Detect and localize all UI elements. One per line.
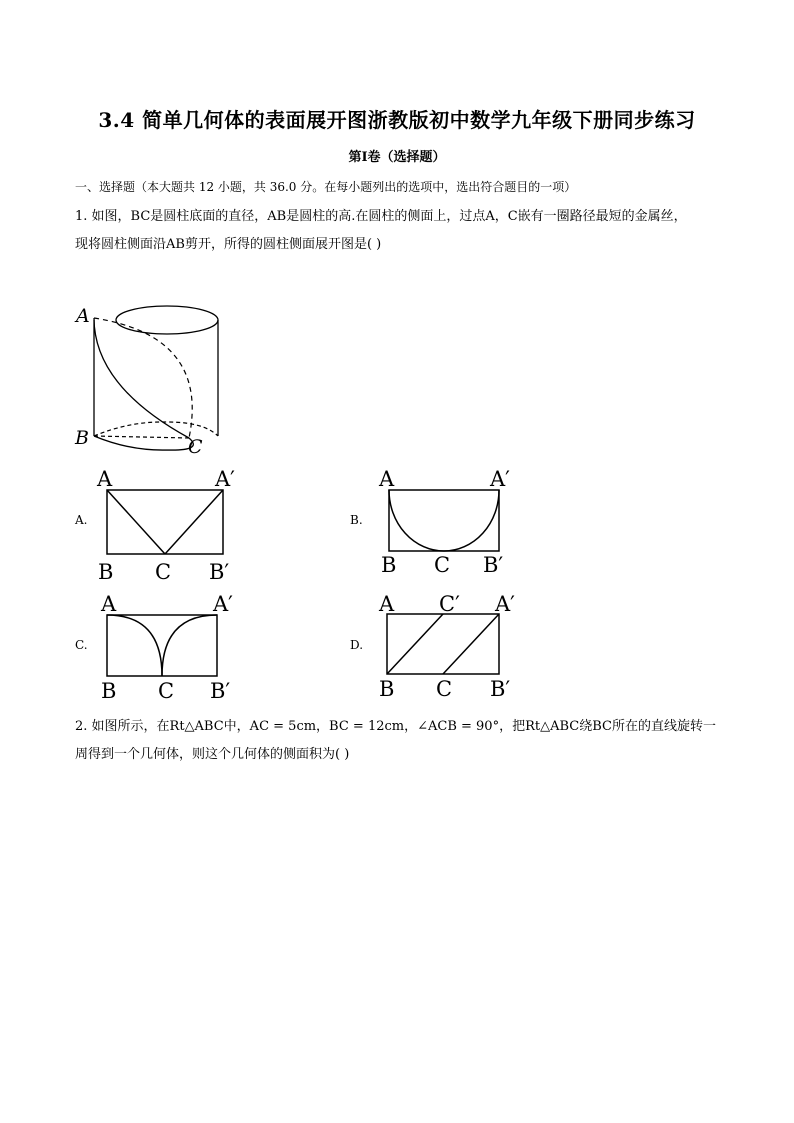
question-1-line-1: 1. 如图，BC是圆柱底面的直径，AB是圆柱的高.在圆柱的侧面上，过点A，C嵌有一圈路径最短的金属丝， [75, 209, 687, 224]
wire-front-path [94, 318, 189, 438]
question-1-line-2: 现将圆柱侧面沿AB剪开，所得的圆柱侧面展开图是( ) [75, 237, 382, 252]
option-c-top-left: A [101, 592, 117, 616]
question-2-line-2: 周得到一个几何体，则这个几何体的侧面积为( ) [75, 747, 350, 762]
cylinder-top-ellipse [116, 306, 218, 334]
question-1 [75, 203, 725, 259]
section-instructions: 一、选择题（本大题共 12 小题，共 36.0 分。在每小题列出的选项中，选出符合题目的一项） [75, 180, 577, 194]
option-a-bottom-mid: C [155, 560, 172, 584]
page-title: 3.4 简单几何体的表面展开图浙教版初中数学九年级下册同步练习 [98, 108, 696, 132]
cylinder-point-b: B [75, 427, 89, 449]
option-c-top-right: A′ [213, 592, 233, 616]
option-b-bottom-mid: C [434, 553, 451, 577]
option-b-top-left: A [379, 467, 395, 491]
option-b-bottom-left: B [381, 553, 397, 577]
option-c-bottom-right: B′ [210, 679, 231, 703]
option-d-bottom-right: B′ [490, 677, 511, 701]
option-c-bottom-mid: C [158, 679, 175, 703]
option-b-label[interactable]: B. [350, 513, 363, 527]
option-a-figure[interactable] [95, 465, 255, 585]
option-d-bottom-mid: C [436, 677, 453, 701]
option-d-bottom-left: B [379, 677, 395, 701]
cylinder-bottom-back [94, 422, 218, 436]
section-subtitle: 第I卷（选择题） [348, 150, 446, 165]
option-d-top-left: A [379, 592, 395, 616]
option-c-bottom-left: B [101, 679, 117, 703]
question-2 [75, 713, 725, 769]
option-a-bottom-left: B [98, 560, 114, 584]
option-c-figure[interactable] [95, 590, 255, 710]
cylinder-diameter-bc [94, 436, 189, 438]
cylinder-point-c: C [188, 436, 203, 458]
option-a-bottom-right: B′ [209, 560, 230, 584]
option-c-label[interactable]: C. [75, 638, 88, 652]
option-b-top-right: A′ [490, 467, 510, 491]
option-d-top-mid: C′ [439, 592, 460, 616]
wire-back-path [94, 318, 192, 438]
cylinder-point-a: A [76, 305, 90, 327]
option-a-label[interactable]: A. [75, 513, 88, 527]
option-a-top-right: A′ [215, 467, 235, 491]
option-a-top-left: A [97, 467, 113, 491]
option-d-top-right: A′ [495, 592, 515, 616]
question-2-line-1: 2. 如图所示，在Rt△ABC中，AC = 5cm，BC = 12cm，∠ACB = 90°，把Rt△ABC绕BC所在的直线旋转一 [75, 719, 716, 734]
option-d-figure[interactable] [377, 590, 537, 710]
option-b-figure[interactable] [377, 465, 537, 585]
option-b-bottom-right: B′ [483, 553, 504, 577]
cylinder-figure [70, 296, 230, 462]
option-d-label[interactable]: D. [350, 638, 364, 652]
